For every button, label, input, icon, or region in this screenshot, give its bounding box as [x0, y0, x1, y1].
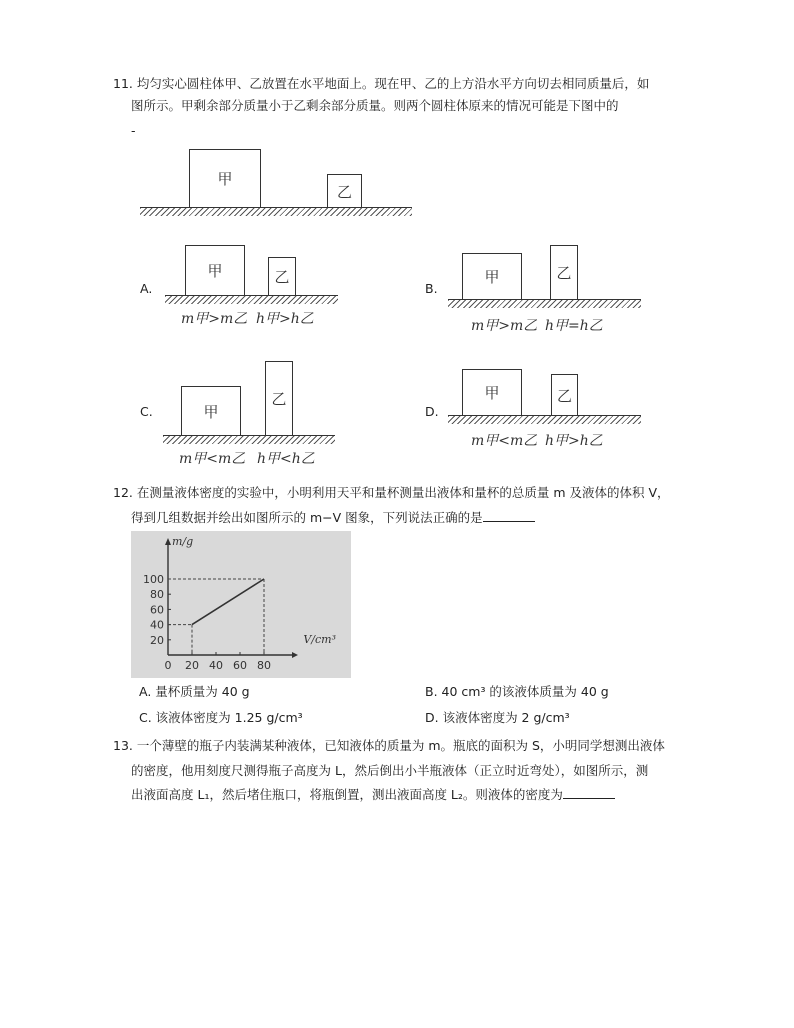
y-axis-arrow: [165, 538, 171, 545]
ground: [448, 299, 641, 308]
option-letter: D.: [425, 404, 439, 419]
q12-line2: [131, 508, 535, 528]
option-letter: C.: [140, 404, 153, 419]
jia-label: 甲: [484, 268, 500, 286]
jia-label: 甲: [484, 384, 500, 402]
m-v-chart: [131, 531, 351, 678]
yi-cylinder: [265, 361, 293, 436]
jia-label: 甲: [217, 170, 233, 188]
x-tick-label: 40: [209, 659, 223, 672]
q12-text-1: 在测量液体密度的实验中，小明利用天平和量杯测量出液体和量杯的总质量 m 及液体的体积 V，: [136, 485, 670, 500]
jia-cylinder: [185, 245, 245, 296]
yi-label: 乙: [556, 264, 572, 282]
mass-caption: m甲>m乙: [181, 311, 248, 327]
jia-label: 甲: [203, 402, 219, 421]
x-tick-label: 80: [257, 659, 271, 672]
q11-text-1: 均匀实心圆柱体甲、乙放置在水平地面上。现在甲、乙的上方沿水平方向切去相同质量后，如: [136, 76, 650, 91]
q12-text-2: 得到几组数据并绘出如图所示的 m−V 图象，下列说法正确的是: [131, 510, 483, 525]
height-caption: h甲>h乙: [256, 311, 314, 327]
ground: [448, 415, 641, 424]
q12-line1: [113, 483, 670, 503]
jia-cylinder: [462, 369, 522, 416]
q11-text-3: -: [131, 123, 136, 138]
yi-cylinder: [268, 257, 296, 296]
x-axis-label: V/cm³: [303, 633, 336, 646]
mass-caption: m甲>m乙: [471, 318, 538, 334]
y-tick-label: 60: [150, 603, 164, 617]
height-caption: h甲<h乙: [257, 451, 315, 467]
q13-text-2: 的密度，他用刻度尺测得瓶子高度为 L，然后倒出小半瓶液体（正立时近弯处），如图所示，测: [131, 763, 649, 778]
y-tick-label: 40: [150, 618, 164, 632]
m-v-graph: [131, 531, 351, 678]
ground: [140, 207, 412, 216]
answer-blank[interactable]: [563, 786, 615, 799]
yi-cylinder: [551, 374, 578, 416]
q12-option-a[interactable]: A. 量杯质量为 40 g: [139, 684, 250, 699]
yi-label: 乙: [274, 268, 290, 286]
q12-number: 12.: [113, 485, 133, 500]
yi-label: 乙: [336, 182, 352, 201]
jia-cylinder: [181, 386, 241, 436]
q11-number: 11.: [113, 76, 133, 91]
q11-text-2: 图所示。甲剩余部分质量小于乙剩余部分质量。则两个圆柱体原来的情况可能是下图中的: [131, 98, 619, 113]
q13-text-1: 一个薄壁的瓶子内装满某种液体，已知液体的质量为 m。瓶底的面积为 S，小明同学想测出液体: [136, 738, 665, 753]
jia-cylinder: [462, 253, 522, 300]
height-caption: h甲>h乙: [545, 433, 603, 449]
y-axis-label: m/g: [172, 535, 194, 548]
q12-option-c[interactable]: C. 该液体密度为 1.25 g/cm³: [139, 710, 303, 725]
y-tick-label: 80: [150, 588, 164, 602]
yi-label: 乙: [556, 386, 572, 405]
x-tick-label: 0: [164, 659, 172, 672]
yi-label: 乙: [271, 390, 287, 408]
x-axis-arrow: [292, 652, 298, 658]
q11-line1: [113, 74, 649, 94]
height-caption: h甲=h乙: [545, 318, 603, 334]
q13-line1: [113, 736, 665, 756]
q12-option-d[interactable]: D. 该液体密度为 2 g/cm³: [425, 710, 570, 725]
mass-caption: m甲<m乙: [471, 433, 538, 449]
x-tick-label: 60: [233, 659, 247, 672]
ground: [163, 435, 335, 444]
option-letter: B.: [425, 281, 438, 296]
x-tick-label: 20: [185, 659, 199, 672]
q12-option-b[interactable]: B. 40 cm³ 的该液体质量为 40 g: [425, 684, 609, 699]
y-tick-label: 100: [143, 573, 164, 586]
jia-label: 甲: [207, 262, 223, 280]
answer-blank[interactable]: [483, 509, 535, 522]
ground: [165, 295, 338, 304]
q13-number: 13.: [113, 738, 133, 753]
q13-line3: [131, 785, 615, 805]
y-tick-label: 20: [150, 633, 164, 647]
data-line: [192, 579, 264, 625]
mass-caption: m甲<m乙: [179, 451, 246, 467]
yi-cylinder: [327, 174, 362, 208]
jia-cylinder: [189, 149, 261, 208]
q13-text-3: 出液面高度 L₁，然后堵住瓶口，将瓶倒置，测出液面高度 L₂。则液体的密度为: [131, 787, 563, 802]
option-letter: A.: [140, 281, 153, 296]
yi-cylinder: [550, 245, 578, 300]
